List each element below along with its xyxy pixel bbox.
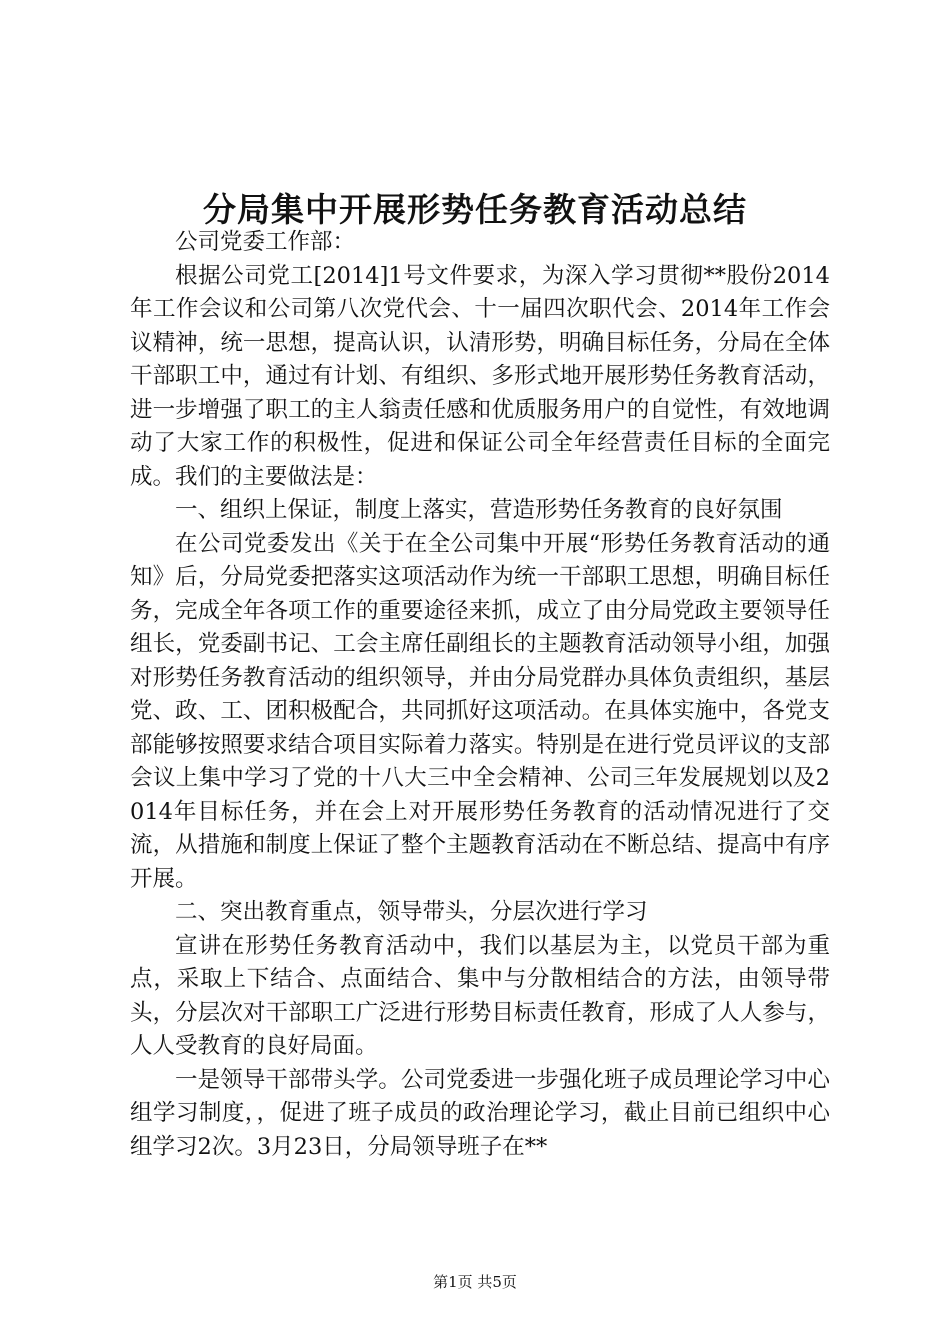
salutation-paragraph: 公司党委工作部：: [175, 229, 356, 255]
intro-paragraph: 根据公司党工[2014]1号文件要求，为深入学习贯彻**股份2014年工作会议和公司第八次党代会、十一届四次职代会、2014年工作会议精神，统一思想，提高认识，认清形势，明确目标任务，分局在全体干部职工中，通过有计划、有组织、多形式地开展形势任务教育活动，进一步增强了职工的主人翁责任感和优质服务用户的自觉性，有效地调动了大家工作的积极性，促进和保证公司全年经营责任目标的全面完成。我们的主要做法是：: [130, 262, 830, 490]
section-heading-2: 二、突出教育重点，领导带头，分层次进行学习: [175, 899, 648, 925]
document-body: [130, 226, 830, 1164]
section-1-paragraph: 在公司党委发出《关于在全公司集中开展“形势任务教育活动的通知》后，分局党委把落实这项活动作为统一干部职工思想，明确目标任务，完成全年各项工作的重要途径来抓，成立了由分局党政主要领导任组长，党委副书记、工会主席任副组长的主题教育活动领导小组，加强对形势任务教育活动的组织领导，并由分局党群办具体负责组织，基层党、政、工、团积极配合，共同抓好这项活动。在具体实施中，各党支部能够按照要求结合项目实际着力落实。特别是在进行党员评议的支部会议上集中学习了党的十八大三中全会精神、公司三年发展规划以及2014年目标任务，并在会上对开展形势任务教育的活动情况进行了交流，从措施和制度上保证了整个主题教育活动在不断总结、提高中有序开展。: [130, 530, 830, 892]
section-2-paragraph: 宣讲在形势任务教育活动中，我们以基层为主，以党员干部为重点，采取上下结合、点面结合、集中与分散相结合的方法，由领导带头，分层次对干部职工广泛进行形势目标责任教育，形成了人人参与，人人受教育的良好局面。: [130, 932, 830, 1059]
section-2-item-1-paragraph: 一是领导干部带头学。公司党委进一步强化班子成员理论学习中心组学习制度，，促进了班子成员的政治理论学习，截止目前已组织中心组学习2次。3月23日，分局领导班子在**: [130, 1066, 830, 1160]
section-heading-1: 一、组织上保证，制度上落实，营造形势任务教育的良好氛围: [175, 497, 783, 523]
page-number-footer: 第1页 共5页: [433, 1273, 517, 1291]
document-title: 分局集中开展形势任务教育活动总结: [203, 190, 747, 229]
